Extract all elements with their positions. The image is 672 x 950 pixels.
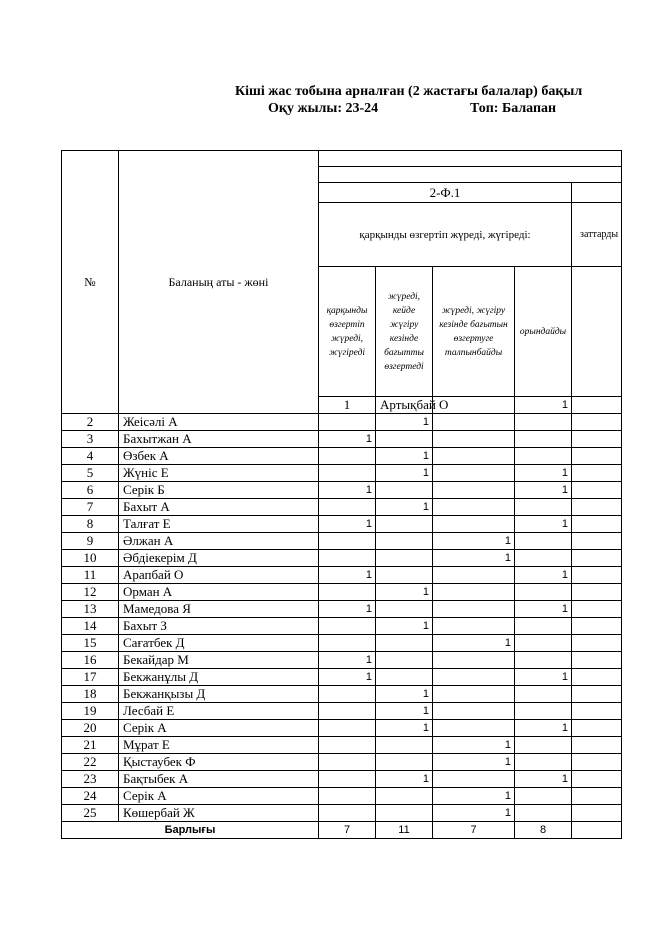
table-row [62, 499, 622, 516]
score-cell-3 [433, 652, 515, 669]
score-cell-4 [515, 788, 572, 805]
score-cell-1: 1 [319, 652, 376, 669]
score-cell-2: 1 [376, 584, 433, 601]
row-number: 3 [62, 431, 119, 448]
group-name: Топ: Балапан [470, 101, 557, 116]
score-cell-4: 1 [515, 516, 572, 533]
score-cell-1 [319, 754, 376, 771]
child-name: Қыстаубек Ф [119, 754, 319, 771]
child-name: Мұрат Е [119, 737, 319, 754]
row-number: 11 [62, 567, 119, 584]
score-cell-4 [515, 754, 572, 771]
score-cell-4 [515, 448, 572, 465]
child-name: Серік А [119, 788, 319, 805]
row-number: 18 [62, 686, 119, 703]
score-cell-2 [376, 482, 433, 499]
table-row [62, 703, 622, 720]
child-name: Бахыт А [119, 499, 319, 516]
score-cell-4 [515, 652, 572, 669]
child-name: Бахыт З [119, 618, 319, 635]
child-name: Өзбек А [119, 448, 319, 465]
score-cell-1 [319, 465, 376, 482]
score-cell-3 [433, 482, 515, 499]
child-name: Бекайдар М [119, 652, 319, 669]
child-name: Әбдіекерім Д [119, 550, 319, 567]
child-name: Серік А [119, 720, 319, 737]
score-cell-4: 1 [515, 669, 572, 686]
score-cell-1 [319, 720, 376, 737]
score-cell-1 [319, 737, 376, 754]
child-name: Бекжанқызы Д [119, 686, 319, 703]
score-cell-4: 1 [515, 771, 572, 788]
score-cell-4 [515, 584, 572, 601]
score-cell-4 [515, 737, 572, 754]
score-cell-4 [515, 635, 572, 652]
score-cell-3 [433, 601, 515, 618]
score-cell-1: 1 [319, 669, 376, 686]
score-cell-2 [376, 601, 433, 618]
row-number: 25 [62, 805, 119, 822]
score-cell-4 [515, 499, 572, 516]
table-row [62, 601, 622, 618]
skill-header: қарқынды өзгертіп жүреді, жүгіреді: [319, 203, 572, 267]
score-cell-2 [376, 533, 433, 550]
row-number: 9 [62, 533, 119, 550]
child-name: Сағатбек Д [119, 635, 319, 652]
score-cell-2 [376, 516, 433, 533]
score-cell-2 [376, 567, 433, 584]
score-cell-4: 1 [515, 465, 572, 482]
skill-header-2: заттарды [572, 203, 622, 267]
score-cell-3 [433, 431, 515, 448]
table-row [62, 686, 622, 703]
score-cell-3 [433, 465, 515, 482]
score-cell-3 [433, 584, 515, 601]
child-name: Жеісәлі А [119, 414, 319, 431]
table-row [62, 618, 622, 635]
score-cell-3 [433, 499, 515, 516]
header-number: № [62, 151, 119, 414]
score-cell-3 [433, 414, 515, 431]
child-name: Артықбай О [376, 397, 433, 414]
table-row [62, 669, 622, 686]
score-cell-3: 1 [433, 737, 515, 754]
child-name: Бахытжан А [119, 431, 319, 448]
row-number: 13 [62, 601, 119, 618]
total-cell-4: 8 [515, 822, 572, 839]
row-number: 21 [62, 737, 119, 754]
score-cell-2: 1 [376, 618, 433, 635]
score-cell-4 [515, 431, 572, 448]
table-row [62, 431, 622, 448]
table-row [62, 771, 622, 788]
score-cell-3 [433, 567, 515, 584]
score-cell-3 [433, 703, 515, 720]
score-cell-1 [319, 414, 376, 431]
subheader-1: қарқынды өзгертіп жүреді, жүгіреді [319, 267, 376, 397]
document-title: Кіші жас тобына арналған (2 жастағы балалар) бақыл [235, 84, 583, 99]
child-name: Серік Б [119, 482, 319, 499]
table-row [62, 805, 622, 822]
row-number: 16 [62, 652, 119, 669]
subheader-3: жүреді, жүгіру кезінде бағытын өзгертуге талпынбайды [433, 267, 515, 397]
score-cell-2 [376, 635, 433, 652]
score-cell-4 [515, 533, 572, 550]
score-cell-1: 1 [319, 601, 376, 618]
table-row [62, 550, 622, 567]
score-cell-4 [515, 805, 572, 822]
score-cell-4: 1 [515, 567, 572, 584]
score-cell-2 [376, 652, 433, 669]
row-number: 17 [62, 669, 119, 686]
score-cell-3: 1 [433, 754, 515, 771]
row-number: 7 [62, 499, 119, 516]
child-name: Мамедова Я [119, 601, 319, 618]
score-cell-1 [319, 771, 376, 788]
row-number: 20 [62, 720, 119, 737]
row-number: 23 [62, 771, 119, 788]
score-cell-1 [319, 805, 376, 822]
child-name: Жүніс Е [119, 465, 319, 482]
score-cell-3 [433, 618, 515, 635]
section-code: 2-Ф.1 [319, 183, 572, 203]
row-number: 12 [62, 584, 119, 601]
score-cell-1 [319, 788, 376, 805]
score-cell-3 [433, 720, 515, 737]
score-cell-4 [515, 414, 572, 431]
row-number: 4 [62, 448, 119, 465]
score-cell-3 [433, 771, 515, 788]
score-cell-2: 1 [376, 465, 433, 482]
table-row [62, 533, 622, 550]
score-cell-3 [433, 516, 515, 533]
child-name: Көшербай Ж [119, 805, 319, 822]
score-cell-1 [319, 448, 376, 465]
table-row [62, 482, 622, 499]
score-cell-2: 1 [376, 771, 433, 788]
child-name: Лесбай Е [119, 703, 319, 720]
score-cell-1 [319, 686, 376, 703]
child-name: Бекжанұлы Д [119, 669, 319, 686]
score-cell-4 [515, 686, 572, 703]
score-cell-1: 1 [319, 482, 376, 499]
row-number: 6 [62, 482, 119, 499]
assessment-table-wrapper [61, 150, 619, 846]
score-cell-3 [433, 669, 515, 686]
score-cell-2 [376, 737, 433, 754]
row-number: 14 [62, 618, 119, 635]
score-cell-2: 1 [515, 397, 572, 414]
score-cell-3: 1 [433, 550, 515, 567]
table-row [62, 465, 622, 482]
score-cell-3 [433, 686, 515, 703]
child-name: Орман А [119, 584, 319, 601]
score-cell-3 [433, 448, 515, 465]
table-row [62, 584, 622, 601]
total-cell-2: 11 [376, 822, 433, 839]
score-cell-1 [319, 618, 376, 635]
row-number: 8 [62, 516, 119, 533]
score-cell-2: 1 [376, 499, 433, 516]
row-number: 19 [62, 703, 119, 720]
subheader-4: орындайды [515, 267, 572, 397]
row-number: 24 [62, 788, 119, 805]
score-cell-2 [376, 669, 433, 686]
score-cell-4 [515, 550, 572, 567]
table-row [62, 635, 622, 652]
row-number: 5 [62, 465, 119, 482]
table-row [62, 448, 622, 465]
score-cell-2 [376, 431, 433, 448]
score-cell-2 [376, 788, 433, 805]
score-cell-1 [319, 499, 376, 516]
score-cell-4: 1 [515, 601, 572, 618]
header-child-name: Баланың аты - жөні [119, 151, 319, 414]
child-name: Бақтыбек А [119, 771, 319, 788]
totals-row [62, 822, 622, 839]
table-row [62, 720, 622, 737]
score-cell-3: 1 [433, 533, 515, 550]
score-cell-1 [319, 635, 376, 652]
score-cell-4 [515, 618, 572, 635]
total-label: Барлығы [62, 822, 319, 839]
row-number: 15 [62, 635, 119, 652]
row-number: 22 [62, 754, 119, 771]
academic-year: Оқу жылы: 23-24 [268, 101, 379, 116]
row-number: 2 [62, 414, 119, 431]
table-row [62, 788, 622, 805]
total-cell-3: 7 [433, 822, 515, 839]
table-row [62, 567, 622, 584]
score-cell-1 [319, 533, 376, 550]
score-cell-2: 1 [376, 720, 433, 737]
score-cell-3: 1 [433, 635, 515, 652]
score-cell-2 [376, 805, 433, 822]
score-cell-4: 1 [515, 720, 572, 737]
table-row [62, 414, 622, 431]
score-cell-2: 1 [376, 686, 433, 703]
total-cell-1: 7 [319, 822, 376, 839]
table-row [62, 652, 622, 669]
score-cell-1 [319, 584, 376, 601]
score-cell-1 [319, 550, 376, 567]
score-cell-2 [376, 754, 433, 771]
subheader-2: жүреді, кейде жүгіру кезінде бағытты өзгертеді [376, 267, 433, 397]
score-cell-3 [572, 397, 622, 414]
score-cell-1: 1 [319, 431, 376, 448]
score-cell-2: 1 [376, 448, 433, 465]
child-name: Арапбай О [119, 567, 319, 584]
child-name: Әлжан А [119, 533, 319, 550]
assessment-table [61, 150, 622, 839]
score-cell-1: 1 [319, 567, 376, 584]
score-cell-2 [376, 550, 433, 567]
score-cell-3: 1 [433, 805, 515, 822]
row-number: 1 [319, 397, 376, 414]
score-cell-4 [515, 703, 572, 720]
table-row [62, 516, 622, 533]
score-cell-1: 1 [319, 516, 376, 533]
score-cell-1 [319, 703, 376, 720]
score-cell-2: 1 [376, 703, 433, 720]
table-row [62, 737, 622, 754]
score-cell-2: 1 [376, 414, 433, 431]
table-row [62, 754, 622, 771]
row-number: 10 [62, 550, 119, 567]
score-cell-4: 1 [515, 482, 572, 499]
score-cell-3: 1 [433, 788, 515, 805]
child-name: Талғат Е [119, 516, 319, 533]
